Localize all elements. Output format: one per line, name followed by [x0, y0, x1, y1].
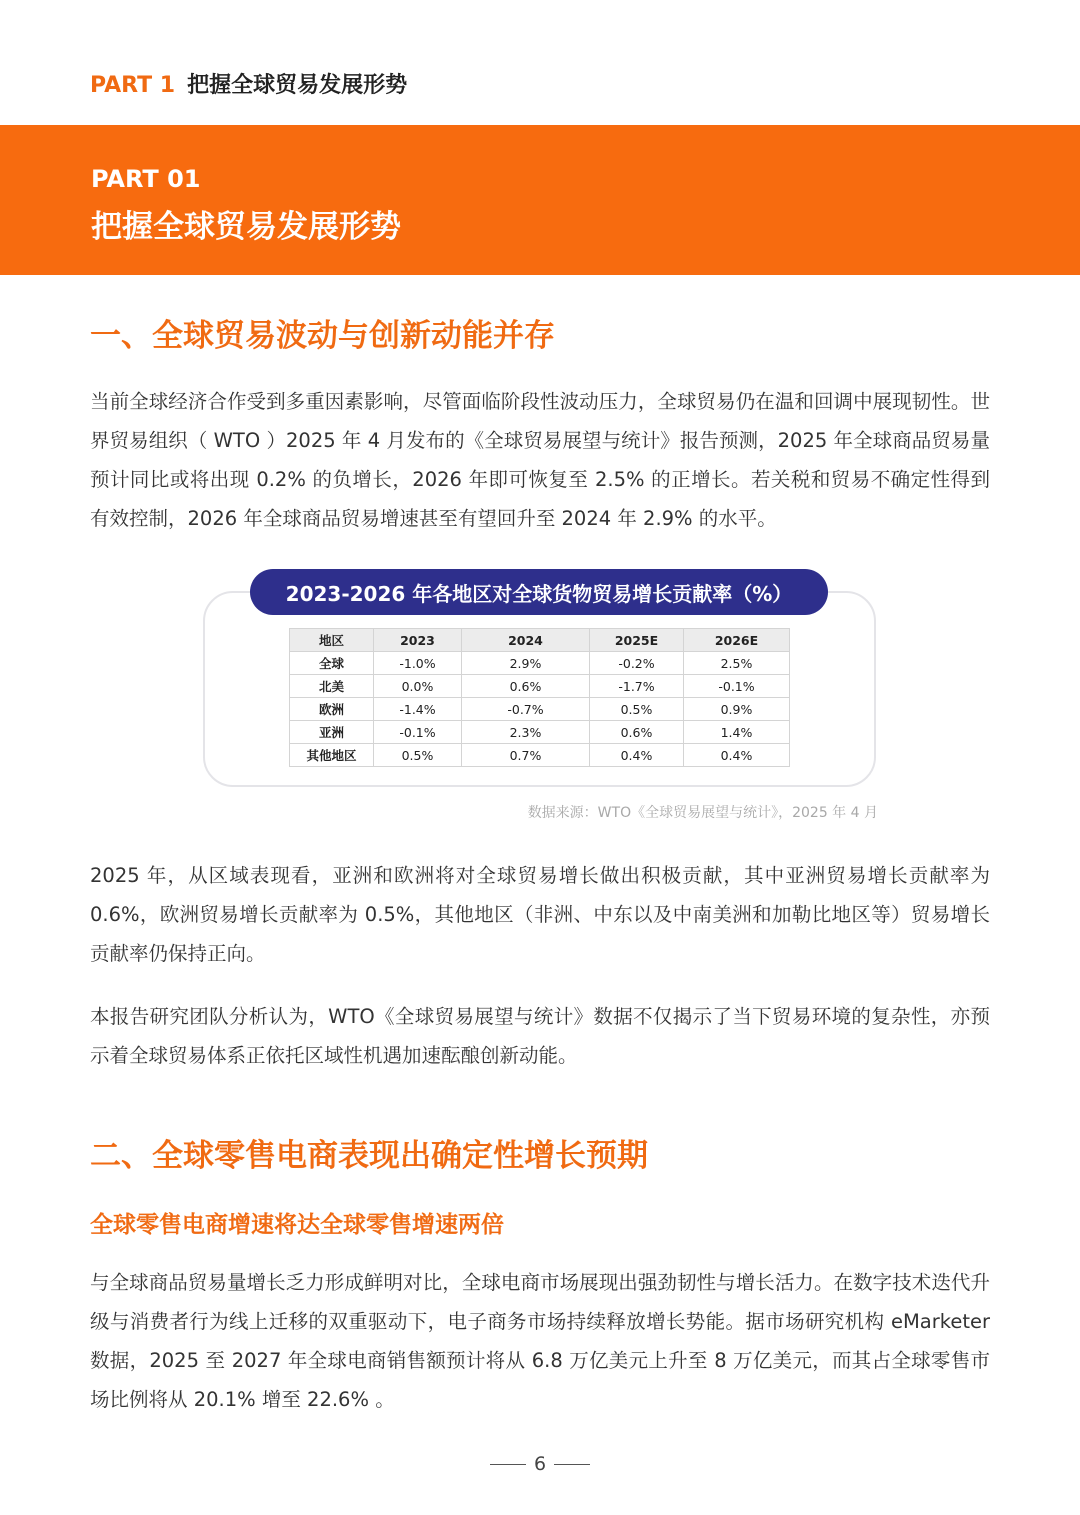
table-cell: 0.9%	[684, 698, 790, 721]
table-cell: -1.0%	[374, 652, 462, 675]
table-cell: 0.0%	[374, 675, 462, 698]
section1-paragraph-3: 本报告研究团队分析认为，WTO《全球贸易展望与统计》数据不仅揭示了当下贸易环境的复杂性，亦预示着全球贸易体系正依托区域性机遇加速酝酿创新动能。	[90, 1005, 990, 1067]
table-cell-region: 亚洲	[290, 721, 374, 744]
running-head	[90, 68, 407, 99]
table-cell-region: 欧洲	[290, 698, 374, 721]
page-footer	[0, 1453, 1080, 1475]
table-cell: 0.4%	[590, 744, 684, 767]
table-cell: 0.5%	[590, 698, 684, 721]
table-header-row	[290, 629, 790, 652]
table-cell: -0.1%	[684, 675, 790, 698]
section2-heading: 二、全球零售电商表现出确定性增长预期	[90, 1138, 648, 1174]
running-head-part: PART 1	[90, 73, 176, 98]
contribution-table	[289, 628, 790, 767]
table-cell: 2.9%	[462, 652, 590, 675]
table-row	[290, 652, 790, 675]
table-cell: -0.1%	[374, 721, 462, 744]
table-cell: 0.6%	[462, 675, 590, 698]
data-source-note: 数据来源：WTO《全球贸易展望与统计》，2025 年 4 月	[527, 805, 878, 821]
table-cell: 0.7%	[462, 744, 590, 767]
banner-title: 把握全球贸易发展形势	[91, 209, 401, 245]
table-header-cell: 2026E	[684, 629, 790, 652]
table-cell: 0.6%	[590, 721, 684, 744]
section2-paragraph-1: 与全球商品贸易量增长乏力形成鲜明对比，全球电商市场展现出强劲韧性与增长活力。在数字技术迭代升级与消费者行为线上迁移的双重驱动下，电子商务市场持续释放增长势能。据市场研究机构 eMarketer 数据，2025 至 2027 年全球电商销售额预计将从 6.8 万亿美元上升至 8 万亿美元，而其占全球零售市场比例将从 20.1% 增至 22.6% 。	[90, 1271, 990, 1411]
table-row	[290, 744, 790, 767]
table-row	[290, 721, 790, 744]
table-header-cell: 2024	[462, 629, 590, 652]
footer-rule-left	[490, 1464, 526, 1465]
table-cell-region: 全球	[290, 652, 374, 675]
table-cell: 2.5%	[684, 652, 790, 675]
table-header-cell: 2023	[374, 629, 462, 652]
table-cell: 2.3%	[462, 721, 590, 744]
table-header-cell: 2025E	[590, 629, 684, 652]
section1-paragraph-2: 2025 年，从区域表现看，亚洲和欧洲将对全球贸易增长做出积极贡献，其中亚洲贸易增长贡献率为 0.6%，欧洲贸易增长贡献率为 0.5%，其他地区（非洲、中东以及中南美洲和加勒比地区等）贸易增长贡献率仍保持正向。	[90, 864, 990, 965]
page-number: 6	[533, 1453, 547, 1475]
table-cell: -1.7%	[590, 675, 684, 698]
table-row	[290, 698, 790, 721]
table-cell: -1.4%	[374, 698, 462, 721]
table-header-cell: 地区	[290, 629, 374, 652]
table-cell: 0.5%	[374, 744, 462, 767]
table-cell: 1.4%	[684, 721, 790, 744]
table-cell-region: 其他地区	[290, 744, 374, 767]
section-banner	[0, 125, 1080, 275]
table-title: 2023-2026 年各地区对全球货物贸易增长贡献率（%）	[250, 569, 828, 615]
footer-rule-right	[554, 1464, 590, 1465]
table-cell: 0.4%	[684, 744, 790, 767]
table-cell: -0.7%	[462, 698, 590, 721]
running-head-title: 把握全球贸易发展形势	[187, 73, 408, 98]
table-cell: -0.2%	[590, 652, 684, 675]
banner-part-label: PART 01	[91, 165, 201, 193]
table-cell-region: 北美	[290, 675, 374, 698]
section1-paragraph-1: 当前全球经济合作受到多重因素影响，尽管面临阶段性波动压力，全球贸易仍在温和回调中展现韧性。世界贸易组织（ WTO ）2025 年 4 月发布的《全球贸易展望与统计》报告预测，2025 年全球商品贸易量预计同比或将出现 0.2% 的负增长，2026 年即可恢复至 2.5% 的正增长。若关税和贸易不确定性得到有效控制，2026 年全球商品贸易增速甚至有望回升至 2024 年 2.9% 的水平。	[90, 390, 990, 530]
section1-heading: 一、全球贸易波动与创新动能并存	[90, 318, 555, 354]
section2-subheading: 全球零售电商增速将达全球零售增速两倍	[90, 1212, 504, 1238]
table-row	[290, 675, 790, 698]
